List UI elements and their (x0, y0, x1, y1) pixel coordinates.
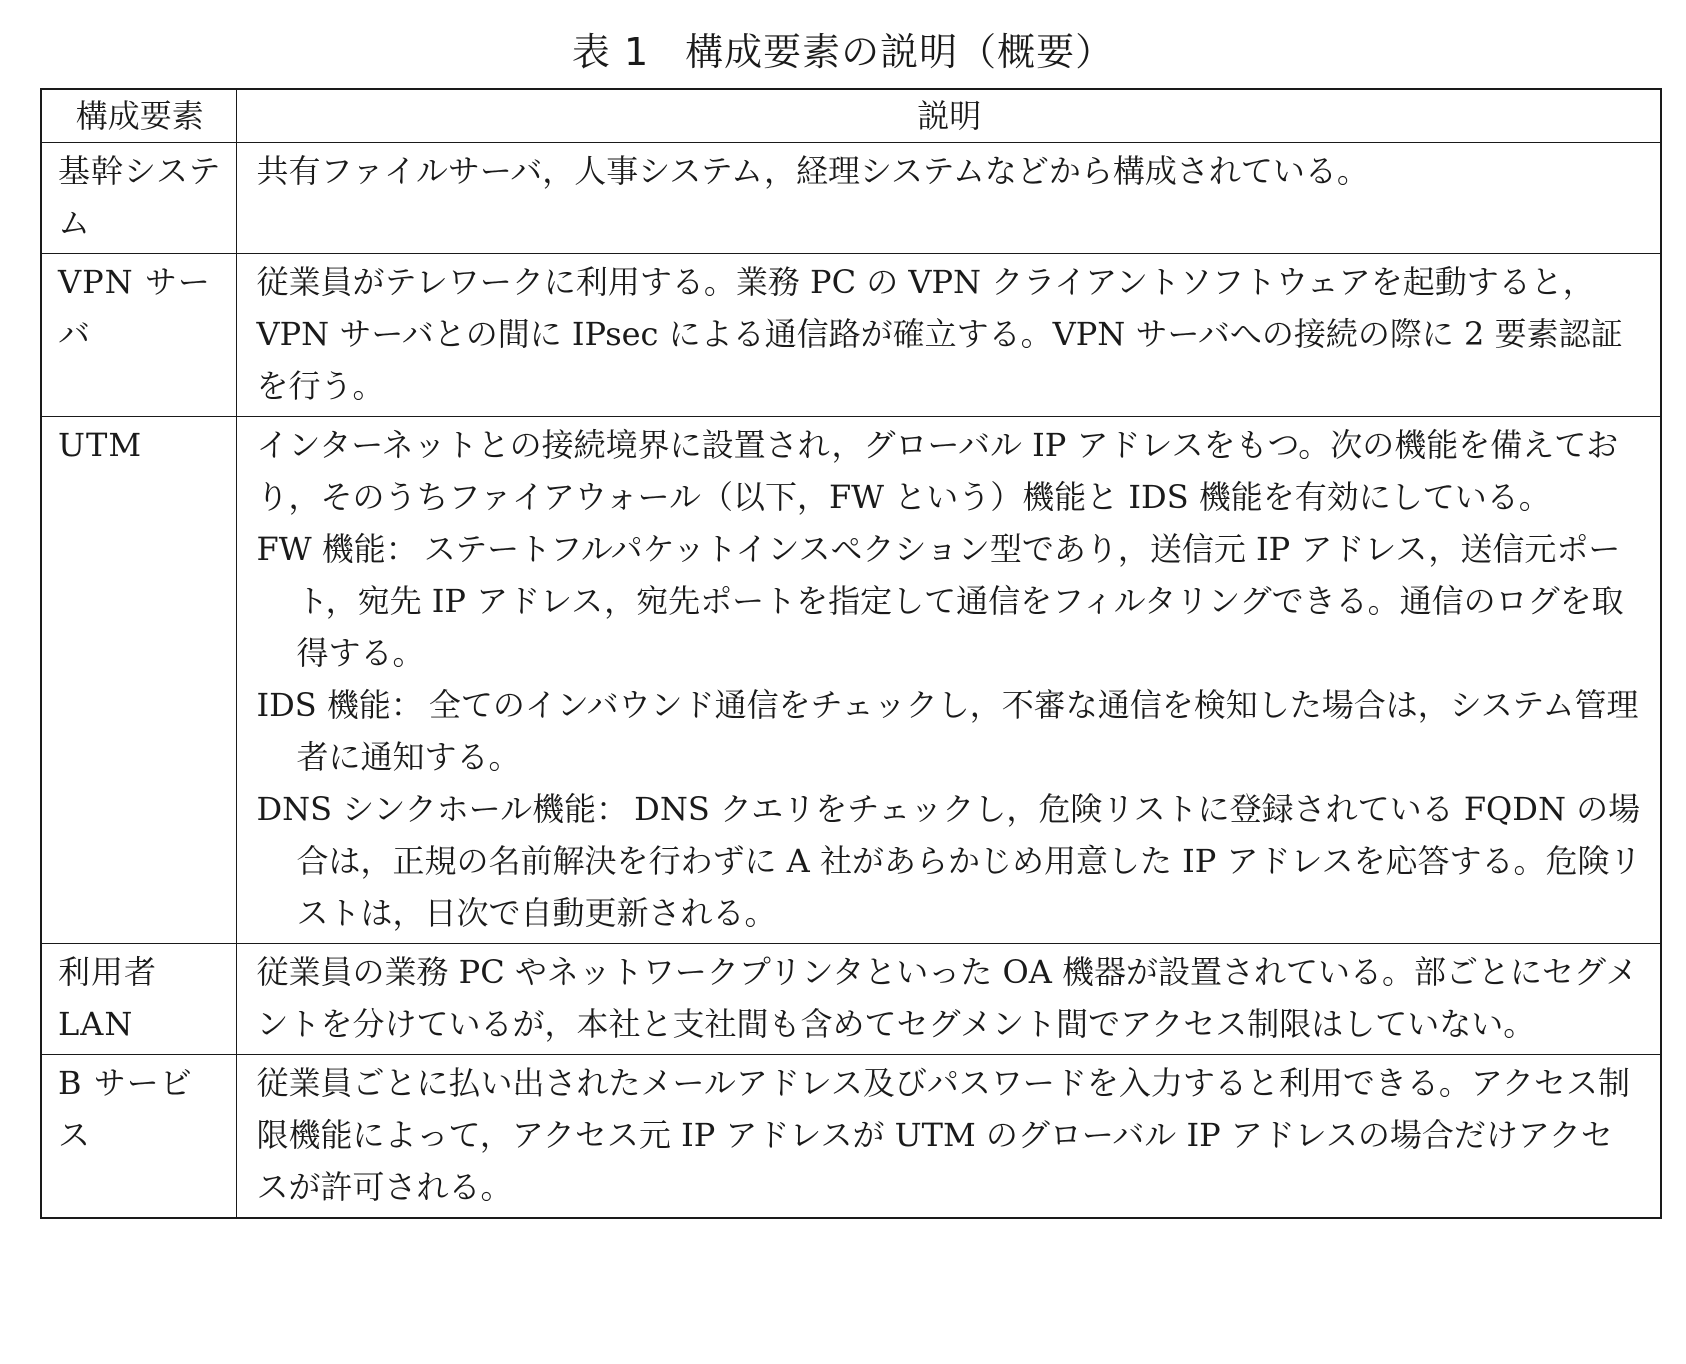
utm-fw-text: ステートフルパケットインスペクション型であり，送信元 IP アドレス，送信元ポート，宛先 IP アドレス，宛先ポートを指定して通信をフィルタリングできる。通信のログを取得する。 (296, 530, 1624, 672)
table-caption-number: 表 1 (571, 30, 650, 74)
utm-dns-sinkhole-function (257, 783, 1643, 939)
table-caption-title: 構成要素の説明（概要） (685, 30, 1115, 74)
row-vpn-paragraph: 従業員がテレワークに利用する。業務 PC の VPN クライアントソフトウェアを起動すると，VPN サーバとの間に IPsec による通信路が確立する。VPN サーバへの接続の際に 2 要素認証を行う。 (256, 263, 1623, 405)
table-row (41, 143, 1661, 254)
row-vpn-description (236, 254, 1661, 417)
table-caption (0, 22, 1686, 82)
row-lan-name: 利用者 LAN (41, 944, 236, 1055)
row-lan-paragraph: 従業員の業務 PC やネットワークプリンタといった OA 機器が設置されている。部ごとにセグメントを分けているが，本社と支社間も含めてセグメント間でアクセス制限はしていない。 (256, 953, 1638, 1043)
row-bservice-name: B サービス (41, 1055, 236, 1219)
table-row (41, 254, 1661, 417)
row-bservice-description (236, 1055, 1661, 1219)
utm-ids-function (257, 679, 1643, 783)
table-header-row (41, 89, 1661, 143)
component-table (40, 88, 1662, 1219)
utm-dns-sinkhole-text: DNS クエリをチェックし，危険リストに登録されている FQDN の場合は，正規の名前解決を行わずに A 社があらかじめ用意した IP アドレスを応答する。危険リストは，日次で自動更新される。 (296, 790, 1642, 932)
header-component: 構成要素 (41, 89, 236, 143)
row-vpn-name: VPN サーバ (41, 254, 236, 417)
table-row (41, 1055, 1661, 1219)
utm-dns-sinkhole-label: DNS シンクホール機能： (256, 790, 629, 828)
row-core-name: 基幹システム (41, 143, 236, 254)
table-row (41, 417, 1661, 944)
utm-fw-label: FW 機能： (256, 530, 418, 568)
row-core-paragraph: 共有ファイルサーバ，人事システム，経理システムなどから構成されている。 (256, 152, 1369, 190)
header-description: 説明 (236, 89, 1661, 143)
utm-fw-function (257, 523, 1643, 679)
row-utm-paragraph: インターネットとの接続境界に設置され，グローバル IP アドレスをもつ。次の機能を備えており，そのうちファイアウォール（以下，FW という）機能と IDS 機能を有効にしている。 (256, 426, 1619, 516)
row-lan-description (236, 944, 1661, 1055)
row-utm-name: UTM (41, 417, 236, 944)
table-row (41, 944, 1661, 1055)
utm-ids-text: 全てのインバウンド通信をチェックし，不審な通信を検知した場合は，システム管理者に通知する。 (296, 686, 1639, 776)
row-core-description (236, 143, 1661, 254)
row-bservice-paragraph: 従業員ごとに払い出されたメールアドレス及びパスワードを入力すると利用できる。アクセス制限機能によって，アクセス元 IP アドレスが UTM のグローバル IP アドレスの場合だけアクセスが許可される。 (256, 1064, 1630, 1206)
row-utm-description (236, 417, 1661, 944)
utm-ids-label: IDS 機能： (256, 686, 423, 724)
